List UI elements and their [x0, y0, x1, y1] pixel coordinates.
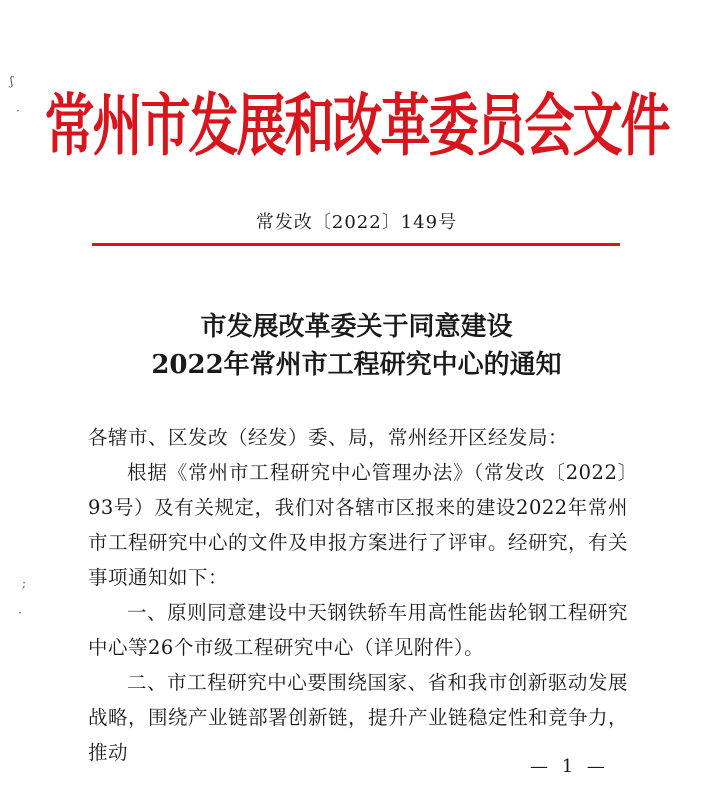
notice-body [88, 420, 628, 770]
notice-title-line-2: 2022年常州市工程研究中心的通知 [151, 350, 562, 380]
scan-mark-icon: ; [22, 576, 27, 590]
document-number: 常发改〔2022〕149号 [255, 212, 458, 233]
scan-mark-icon: ʃ [10, 74, 14, 88]
notice-title [0, 308, 713, 384]
red-divider-line [92, 243, 620, 246]
body-paragraph: 根据《常州市工程研究中心管理办法》（常发改〔2022〕93号）及有关规定，我们对各辖市区报来的建设2022年常州市工程研究中心的文件及申报方案进行了评审。经研究，有关事项通知如下： [88, 461, 629, 589]
salutation: 各辖市、区发改（经发）委、局，常州经开区经发局： [88, 426, 569, 449]
body-paragraph: 一、原则同意建设中天钢铁轿车用高性能齿轮钢工程研究中心等26个市级工程研究中心（详见附件）。 [88, 601, 628, 659]
scan-mark-icon: · [16, 104, 20, 118]
scan-mark-icon: · [18, 606, 22, 620]
notice-title-line-1: 市发展改革委关于同意建设 [200, 312, 513, 342]
body-paragraph: 二、市工程研究中心要围绕国家、省和我市创新驱动发展战略，围绕产业链部署创新链，提升产业链稳定性和竞争力，推动 [88, 671, 629, 764]
page-number: — 1 — [530, 756, 609, 777]
document-header-title: 常州市发展和改革委员会文件 [44, 85, 669, 166]
